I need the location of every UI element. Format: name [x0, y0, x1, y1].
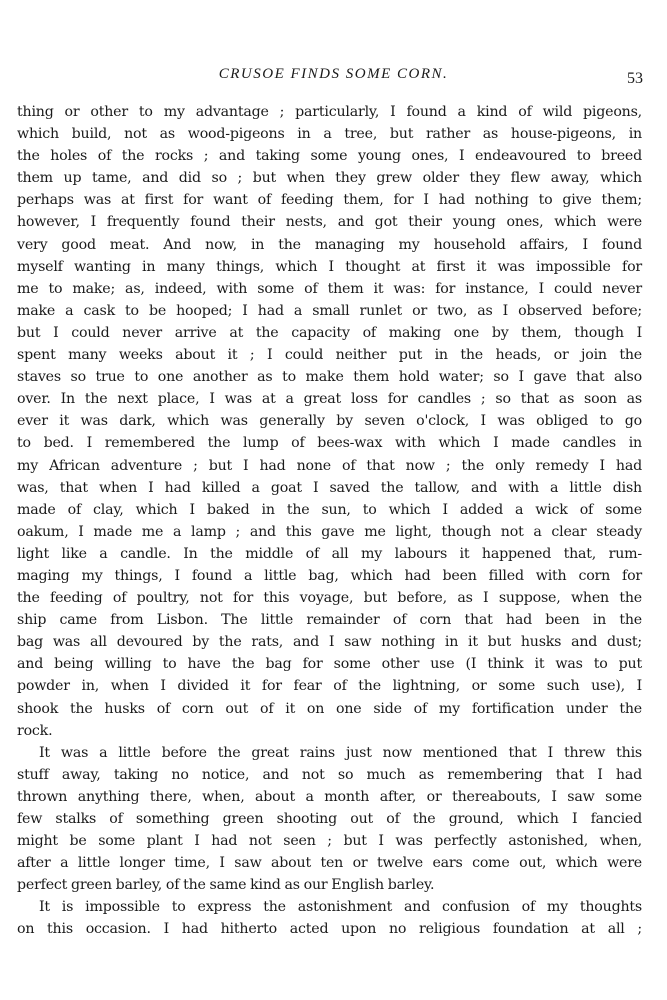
text-line: after a little longer time, I saw about ten or twelve ears come out, which were — [17, 855, 642, 872]
text-line: perfect green barley, of the same kind as our English barley. — [17, 877, 435, 894]
text-line: oakum, I made me a lamp ; and this gave me light, though not a clear steady — [17, 523, 642, 540]
text-line: It was a little before the great rains just now mentioned that I threw this — [39, 744, 642, 761]
page-number: 53 — [627, 70, 643, 87]
text-line: over. In the next place, I was at a great loss for candles ; so that as soon as — [17, 391, 642, 408]
text-line: It is impossible to express the astonishment and confusion of my thoughts — [39, 899, 642, 916]
text-line: them up tame, and did so ; but when they grew older they flew away, which — [17, 170, 642, 187]
text-line: to bed. I remembered the lump of bees-wax with which I made candles in — [17, 435, 642, 452]
text-line: made of clay, which I baked in the sun, to which I added a wick of some — [17, 501, 642, 518]
text-line: bag was all devoured by the rats, and I saw nothing in it but husks and dust; — [17, 634, 642, 651]
text-line: my African adventure ; but I had none of that now ; the only remedy I had — [17, 457, 642, 474]
text-line: make a cask to be hooped; I had a small runlet or two, as I observed before; — [17, 302, 642, 319]
text-line: thrown anything there, when, about a month after, or thereabouts, I saw some — [17, 788, 642, 805]
text-line: myself wanting in many things, which I thought at first it was impossible for — [17, 258, 642, 275]
text-line: staves so true to one another as to make them hold water; so I gave that also — [17, 369, 642, 386]
text-line: the feeding of poultry, not for this voyage, but before, as I suppose, when the — [17, 590, 642, 607]
text-line: thing or other to my advantage ; particularly, I found a kind of wild pigeons, — [17, 104, 642, 120]
text-line: shook the husks of corn out of it on one side of my fortification under the — [17, 700, 642, 717]
text-line: me to make; as, indeed, with some of them it was: for instance, I could never — [17, 280, 642, 297]
text-line: which build, not as wood-pigeons in a tree, but rather as house-pigeons, in — [17, 126, 642, 143]
text-line: stuff away, taking no notice, and not so much as remembering that I had — [17, 766, 642, 783]
text-line: perhaps was at first for want of feeding them, for I had nothing to give them; — [17, 192, 642, 209]
text-line: spent many weeks about it ; I could neither put in the heads, or join the — [17, 347, 642, 364]
running-head — [0, 64, 667, 88]
text-line: powder in, when I divided it for fear of the lightning, or some such use), I — [17, 678, 642, 695]
text-line: but I could never arrive at the capacity of making one by them, though I — [17, 324, 642, 341]
text-line: and being willing to have the bag for some other use (I think it was to put — [17, 656, 642, 673]
text-line: the holes of the rocks ; and taking some young ones, I endeavoured to breed — [17, 148, 642, 165]
running-title: CRUSOE FINDS SOME CORN. — [218, 66, 449, 82]
text-line: might be some plant I had not seen ; but I was perfectly astonished, when, — [17, 833, 642, 850]
text-line: was, that when I had killed a goat I saved the tallow, and with a little dish — [17, 479, 642, 496]
body-text — [17, 101, 642, 941]
text-line: ever it was dark, which was generally by seven o'clock, I was obliged to go — [17, 413, 642, 430]
text-line: however, I frequently found their nests, and got their young ones, which were — [17, 214, 642, 231]
text-line: very good meat. And now, in the managing my household affairs, I found — [17, 236, 642, 253]
text-line: ship came from Lisbon. The little remainder of corn that had been in the — [17, 612, 642, 629]
text-line: few stalks of something green shooting out of the ground, which I fancied — [17, 811, 642, 827]
text-line: maging my things, I found a little bag, which had been filled with corn for — [17, 567, 642, 584]
text-line: on this occasion. I had hitherto acted upon no religious foundation at all ; — [17, 921, 642, 938]
text-line: rock. — [17, 722, 53, 739]
text-line: light like a candle. In the middle of all my labours it happened that, rum- — [17, 545, 642, 562]
